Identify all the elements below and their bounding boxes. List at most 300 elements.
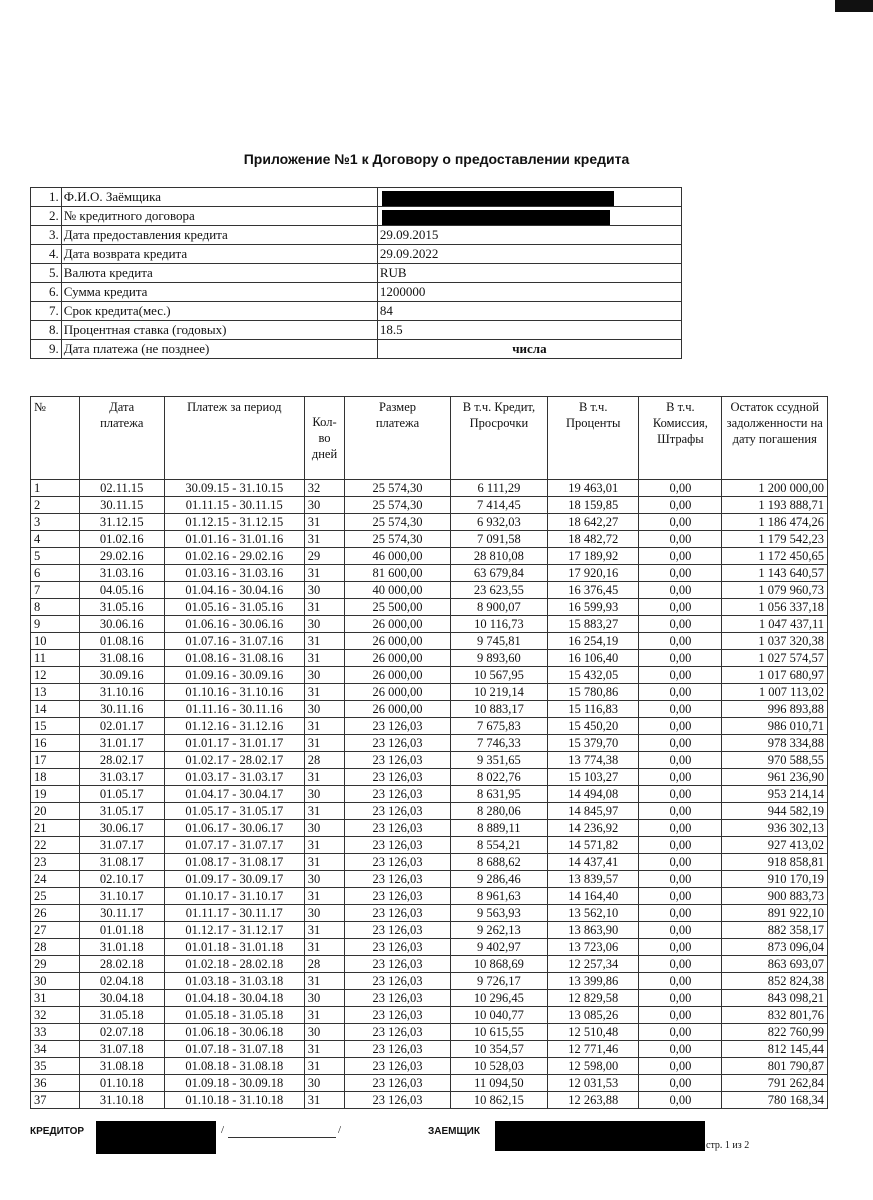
info-row-label: Дата платежа (не позднее) — [61, 340, 377, 359]
loan-info-table — [30, 187, 682, 359]
row-number: 16 — [31, 735, 80, 752]
payment-amount: 25 574,30 — [345, 497, 450, 514]
row-number: 4 — [31, 531, 80, 548]
schedule-row — [31, 1024, 828, 1041]
remaining-balance: 832 801,76 — [722, 1007, 828, 1024]
schedule-row — [31, 871, 828, 888]
payment-period: 01.07.16 - 31.07.16 — [164, 633, 304, 650]
commission-amount: 0,00 — [639, 939, 722, 956]
principal-amount: 8 022,76 — [450, 769, 547, 786]
commission-amount: 0,00 — [639, 820, 722, 837]
row-number: 32 — [31, 1007, 80, 1024]
payment-date: 01.10.18 — [79, 1075, 164, 1092]
payment-date: 02.04.18 — [79, 973, 164, 990]
commission-amount: 0,00 — [639, 548, 722, 565]
days-count: 30 — [304, 497, 345, 514]
remaining-balance: 863 693,07 — [722, 956, 828, 973]
interest-amount: 13 774,38 — [548, 752, 639, 769]
payment-amount: 25 574,30 — [345, 531, 450, 548]
row-number: 11 — [31, 650, 80, 667]
principal-amount: 11 094,50 — [450, 1075, 547, 1092]
interest-amount: 12 829,58 — [548, 990, 639, 1007]
days-count: 29 — [304, 548, 345, 565]
remaining-balance: 780 168,34 — [722, 1092, 828, 1109]
info-row-number: 8. — [31, 321, 62, 340]
commission-amount: 0,00 — [639, 735, 722, 752]
payment-date: 31.10.18 — [79, 1092, 164, 1109]
commission-amount: 0,00 — [639, 582, 722, 599]
principal-amount: 8 631,95 — [450, 786, 547, 803]
row-number: 8 — [31, 599, 80, 616]
remaining-balance: 812 145,44 — [722, 1041, 828, 1058]
payment-period: 01.06.18 - 30.06.18 — [164, 1024, 304, 1041]
interest-amount: 15 883,27 — [548, 616, 639, 633]
interest-amount: 12 771,46 — [548, 1041, 639, 1058]
payment-amount: 23 126,03 — [345, 718, 450, 735]
days-count: 30 — [304, 1075, 345, 1092]
redaction-box — [382, 191, 614, 206]
payment-date: 01.01.18 — [79, 922, 164, 939]
row-number: 35 — [31, 1058, 80, 1075]
commission-amount: 0,00 — [639, 769, 722, 786]
commission-amount: 0,00 — [639, 1007, 722, 1024]
payment-period: 01.03.16 - 31.03.16 — [164, 565, 304, 582]
schedule-header-row — [31, 397, 828, 480]
payment-amount: 23 126,03 — [345, 905, 450, 922]
payment-date: 31.03.16 — [79, 565, 164, 582]
commission-amount: 0,00 — [639, 871, 722, 888]
row-number: 33 — [31, 1024, 80, 1041]
principal-amount: 10 354,57 — [450, 1041, 547, 1058]
payment-amount: 23 126,03 — [345, 769, 450, 786]
commission-amount: 0,00 — [639, 837, 722, 854]
payment-period: 01.03.17 - 31.03.17 — [164, 769, 304, 786]
commission-amount: 0,00 — [639, 973, 722, 990]
days-count: 28 — [304, 956, 345, 973]
interest-amount: 16 106,40 — [548, 650, 639, 667]
payment-amount: 23 126,03 — [345, 735, 450, 752]
schedule-row — [31, 599, 828, 616]
schedule-row — [31, 888, 828, 905]
info-row — [31, 226, 682, 245]
commission-amount: 0,00 — [639, 616, 722, 633]
principal-amount: 9 726,17 — [450, 973, 547, 990]
info-row-value: 18.5 — [377, 321, 681, 340]
schedule-row — [31, 973, 828, 990]
info-row-value: 84 — [377, 302, 681, 321]
payment-period: 01.02.17 - 28.02.17 — [164, 752, 304, 769]
schedule-row — [31, 803, 828, 820]
borrower-label: ЗАЕМЩИК — [428, 1126, 480, 1137]
interest-amount: 15 379,70 — [548, 735, 639, 752]
interest-amount: 12 263,88 — [548, 1092, 639, 1109]
payment-period: 01.10.18 - 31.10.18 — [164, 1092, 304, 1109]
remaining-balance: 1 179 542,23 — [722, 531, 828, 548]
days-count: 30 — [304, 820, 345, 837]
info-row-number: 3. — [31, 226, 62, 245]
payment-period: 01.06.17 - 30.06.17 — [164, 820, 304, 837]
days-count: 31 — [304, 939, 345, 956]
scan-corner-mark — [835, 0, 873, 12]
row-number: 12 — [31, 667, 80, 684]
payment-amount: 23 126,03 — [345, 939, 450, 956]
remaining-balance: 986 010,71 — [722, 718, 828, 735]
payment-date: 02.01.17 — [79, 718, 164, 735]
payment-amount: 23 126,03 — [345, 1092, 450, 1109]
days-count: 31 — [304, 531, 345, 548]
interest-amount: 13 723,06 — [548, 939, 639, 956]
payment-period: 01.02.16 - 29.02.16 — [164, 548, 304, 565]
days-count: 31 — [304, 1092, 345, 1109]
remaining-balance: 953 214,14 — [722, 786, 828, 803]
remaining-balance: 801 790,87 — [722, 1058, 828, 1075]
principal-amount: 10 862,15 — [450, 1092, 547, 1109]
remaining-balance: 1 143 640,57 — [722, 565, 828, 582]
commission-amount: 0,00 — [639, 684, 722, 701]
schedule-row — [31, 735, 828, 752]
interest-amount: 14 494,08 — [548, 786, 639, 803]
remaining-balance: 936 302,13 — [722, 820, 828, 837]
schedule-row — [31, 1058, 828, 1075]
row-number: 15 — [31, 718, 80, 735]
commission-amount: 0,00 — [639, 803, 722, 820]
principal-amount: 9 262,13 — [450, 922, 547, 939]
payment-period: 01.01.16 - 31.01.16 — [164, 531, 304, 548]
remaining-balance: 1 079 960,73 — [722, 582, 828, 599]
payment-date: 04.05.16 — [79, 582, 164, 599]
row-number: 31 — [31, 990, 80, 1007]
interest-amount: 14 437,41 — [548, 854, 639, 871]
days-count: 32 — [304, 480, 345, 497]
schedule-row — [31, 650, 828, 667]
payment-amount: 25 574,30 — [345, 514, 450, 531]
principal-amount: 9 351,65 — [450, 752, 547, 769]
row-number: 5 — [31, 548, 80, 565]
principal-amount: 6 111,29 — [450, 480, 547, 497]
principal-amount: 10 868,69 — [450, 956, 547, 973]
schedule-row — [31, 820, 828, 837]
schedule-row — [31, 922, 828, 939]
remaining-balance: 918 858,81 — [722, 854, 828, 871]
info-row — [31, 340, 682, 359]
principal-amount: 10 528,03 — [450, 1058, 547, 1075]
row-number: 3 — [31, 514, 80, 531]
commission-amount: 0,00 — [639, 718, 722, 735]
payment-period: 01.09.17 - 30.09.17 — [164, 871, 304, 888]
payment-amount: 23 126,03 — [345, 854, 450, 871]
payment-date: 31.08.18 — [79, 1058, 164, 1075]
remaining-balance: 910 170,19 — [722, 871, 828, 888]
remaining-balance: 961 236,90 — [722, 769, 828, 786]
payment-date: 31.10.16 — [79, 684, 164, 701]
schedule-row — [31, 752, 828, 769]
row-number: 29 — [31, 956, 80, 973]
payment-date: 31.07.18 — [79, 1041, 164, 1058]
interest-amount: 18 642,27 — [548, 514, 639, 531]
payment-date: 01.08.16 — [79, 633, 164, 650]
info-row-value: RUB — [377, 264, 681, 283]
schedule-row — [31, 786, 828, 803]
payment-period: 01.01.17 - 31.01.17 — [164, 735, 304, 752]
payment-amount: 23 126,03 — [345, 1058, 450, 1075]
commission-amount: 0,00 — [639, 565, 722, 582]
remaining-balance: 1 047 437,11 — [722, 616, 828, 633]
schedule-row — [31, 1092, 828, 1109]
info-row-label: Сумма кредита — [61, 283, 377, 302]
commission-amount: 0,00 — [639, 854, 722, 871]
interest-amount: 16 254,19 — [548, 633, 639, 650]
principal-amount: 10 040,77 — [450, 1007, 547, 1024]
interest-amount: 13 839,57 — [548, 871, 639, 888]
info-row — [31, 245, 682, 264]
days-count: 28 — [304, 752, 345, 769]
days-count: 31 — [304, 565, 345, 582]
schedule-row — [31, 1007, 828, 1024]
remaining-balance: 852 824,38 — [722, 973, 828, 990]
payment-period: 01.07.17 - 31.07.17 — [164, 837, 304, 854]
header-date: Дата платежа — [79, 397, 164, 480]
info-row — [31, 188, 682, 207]
info-row-number: 7. — [31, 302, 62, 321]
row-number: 7 — [31, 582, 80, 599]
payment-period: 01.04.16 - 30.04.16 — [164, 582, 304, 599]
payment-period: 01.12.15 - 31.12.15 — [164, 514, 304, 531]
info-row-number: 1. — [31, 188, 62, 207]
payment-period: 30.09.15 - 31.10.15 — [164, 480, 304, 497]
interest-amount: 14 236,92 — [548, 820, 639, 837]
principal-amount: 9 893,60 — [450, 650, 547, 667]
page-number: стр. 1 из 2 — [706, 1140, 750, 1151]
commission-amount: 0,00 — [639, 599, 722, 616]
schedule-row — [31, 684, 828, 701]
principal-amount: 10 116,73 — [450, 616, 547, 633]
commission-amount: 0,00 — [639, 497, 722, 514]
interest-amount: 17 920,16 — [548, 565, 639, 582]
schedule-row — [31, 939, 828, 956]
payment-period: 01.04.17 - 30.04.17 — [164, 786, 304, 803]
row-number: 20 — [31, 803, 80, 820]
schedule-row — [31, 905, 828, 922]
principal-amount: 9 286,46 — [450, 871, 547, 888]
payment-amount: 81 600,00 — [345, 565, 450, 582]
info-row — [31, 283, 682, 302]
info-row-value — [377, 207, 681, 226]
payment-period: 01.05.18 - 31.05.18 — [164, 1007, 304, 1024]
days-count: 31 — [304, 888, 345, 905]
payment-date: 30.11.15 — [79, 497, 164, 514]
commission-amount: 0,00 — [639, 1075, 722, 1092]
header-payment: Размер платежа — [345, 397, 450, 480]
info-row-label: № кредитного договора — [61, 207, 377, 226]
header-period: Платеж за период — [164, 397, 304, 480]
payment-date: 31.01.18 — [79, 939, 164, 956]
commission-amount: 0,00 — [639, 990, 722, 1007]
payment-amount: 25 574,30 — [345, 480, 450, 497]
remaining-balance: 791 262,84 — [722, 1075, 828, 1092]
payment-amount: 23 126,03 — [345, 1007, 450, 1024]
payment-date: 31.08.16 — [79, 650, 164, 667]
payment-date: 29.02.16 — [79, 548, 164, 565]
remaining-balance: 900 883,73 — [722, 888, 828, 905]
remaining-balance: 944 582,19 — [722, 803, 828, 820]
principal-amount: 23 623,55 — [450, 582, 547, 599]
payment-date: 30.11.16 — [79, 701, 164, 718]
info-row-number: 6. — [31, 283, 62, 302]
row-number: 13 — [31, 684, 80, 701]
commission-amount: 0,00 — [639, 922, 722, 939]
days-count: 31 — [304, 922, 345, 939]
payment-amount: 26 000,00 — [345, 701, 450, 718]
schedule-row — [31, 616, 828, 633]
interest-amount: 13 863,90 — [548, 922, 639, 939]
payment-period: 01.08.17 - 31.08.17 — [164, 854, 304, 871]
payment-amount: 26 000,00 — [345, 667, 450, 684]
interest-amount: 16 599,93 — [548, 599, 639, 616]
commission-amount: 0,00 — [639, 531, 722, 548]
days-count: 31 — [304, 1058, 345, 1075]
header-days: Кол-во дней — [304, 397, 345, 480]
interest-amount: 19 463,01 — [548, 480, 639, 497]
commission-amount: 0,00 — [639, 752, 722, 769]
remaining-balance: 996 893,88 — [722, 701, 828, 718]
info-row-value — [377, 188, 681, 207]
principal-amount: 10 567,95 — [450, 667, 547, 684]
header-interest: В т.ч. Проценты — [548, 397, 639, 480]
interest-amount: 15 450,20 — [548, 718, 639, 735]
days-count: 30 — [304, 616, 345, 633]
info-row-number: 9. — [31, 340, 62, 359]
principal-amount: 28 810,08 — [450, 548, 547, 565]
days-count: 31 — [304, 1041, 345, 1058]
info-row-label: Валюта кредита — [61, 264, 377, 283]
interest-amount: 12 598,00 — [548, 1058, 639, 1075]
payment-amount: 23 126,03 — [345, 820, 450, 837]
payment-date: 31.05.17 — [79, 803, 164, 820]
principal-amount: 8 554,21 — [450, 837, 547, 854]
commission-amount: 0,00 — [639, 633, 722, 650]
interest-amount: 13 085,26 — [548, 1007, 639, 1024]
days-count: 30 — [304, 582, 345, 599]
payment-date: 30.09.16 — [79, 667, 164, 684]
payment-amount: 26 000,00 — [345, 684, 450, 701]
payment-date: 30.04.18 — [79, 990, 164, 1007]
payment-date: 28.02.18 — [79, 956, 164, 973]
payment-period: 01.11.16 - 30.11.16 — [164, 701, 304, 718]
remaining-balance: 970 588,55 — [722, 752, 828, 769]
interest-amount: 14 571,82 — [548, 837, 639, 854]
creditor-label: КРЕДИТОР — [30, 1126, 85, 1137]
payment-amount: 23 126,03 — [345, 1024, 450, 1041]
commission-amount: 0,00 — [639, 650, 722, 667]
payment-amount: 26 000,00 — [345, 650, 450, 667]
principal-amount: 6 932,03 — [450, 514, 547, 531]
interest-amount: 15 432,05 — [548, 667, 639, 684]
principal-amount: 10 296,45 — [450, 990, 547, 1007]
principal-amount: 10 615,55 — [450, 1024, 547, 1041]
info-row-number: 5. — [31, 264, 62, 283]
row-number: 1 — [31, 480, 80, 497]
info-row — [31, 302, 682, 321]
payment-date: 30.06.17 — [79, 820, 164, 837]
days-count: 31 — [304, 837, 345, 854]
commission-amount: 0,00 — [639, 956, 722, 973]
row-number: 28 — [31, 939, 80, 956]
days-count: 30 — [304, 701, 345, 718]
payment-date: 31.03.17 — [79, 769, 164, 786]
payment-period: 01.04.18 - 30.04.18 — [164, 990, 304, 1007]
row-number: 26 — [31, 905, 80, 922]
days-count: 31 — [304, 769, 345, 786]
days-count: 31 — [304, 684, 345, 701]
page-title: Приложение №1 к Договору о предоставлении кредита — [243, 151, 630, 167]
row-number: 19 — [31, 786, 80, 803]
days-count: 31 — [304, 718, 345, 735]
info-row-label: Процентная ставка (годовых) — [61, 321, 377, 340]
header-commission: В т.ч. Комиссия, Штрафы — [639, 397, 722, 480]
row-number: 9 — [31, 616, 80, 633]
row-number: 6 — [31, 565, 80, 582]
remaining-balance: 1 193 888,71 — [722, 497, 828, 514]
principal-amount: 8 688,62 — [450, 854, 547, 871]
schedule-row — [31, 956, 828, 973]
row-number: 14 — [31, 701, 80, 718]
row-number: 23 — [31, 854, 80, 871]
header-principal: В т.ч. Кредит, Просрочки — [450, 397, 547, 480]
principal-amount: 9 745,81 — [450, 633, 547, 650]
row-number: 34 — [31, 1041, 80, 1058]
payment-date: 28.02.17 — [79, 752, 164, 769]
payment-period: 01.03.18 - 31.03.18 — [164, 973, 304, 990]
days-count: 31 — [304, 973, 345, 990]
principal-amount: 7 091,58 — [450, 531, 547, 548]
payment-date: 01.02.16 — [79, 531, 164, 548]
remaining-balance: 978 334,88 — [722, 735, 828, 752]
row-number: 18 — [31, 769, 80, 786]
schedule-row — [31, 480, 828, 497]
interest-amount: 13 399,86 — [548, 973, 639, 990]
info-row-label: Дата предоставления кредита — [61, 226, 377, 245]
days-count: 31 — [304, 650, 345, 667]
info-row-label: Срок кредита(мес.) — [61, 302, 377, 321]
creditor-signature-line — [228, 1137, 336, 1138]
interest-amount: 14 845,97 — [548, 803, 639, 820]
commission-amount: 0,00 — [639, 1024, 722, 1041]
payment-period: 01.08.16 - 31.08.16 — [164, 650, 304, 667]
principal-amount: 7 414,45 — [450, 497, 547, 514]
principal-amount: 8 280,06 — [450, 803, 547, 820]
payment-date: 31.07.17 — [79, 837, 164, 854]
remaining-balance: 1 027 574,57 — [722, 650, 828, 667]
payment-period: 01.11.17 - 30.11.17 — [164, 905, 304, 922]
payment-amount: 26 000,00 — [345, 633, 450, 650]
days-count: 30 — [304, 786, 345, 803]
row-number: 27 — [31, 922, 80, 939]
days-count: 31 — [304, 735, 345, 752]
payment-amount: 23 126,03 — [345, 888, 450, 905]
days-count: 31 — [304, 854, 345, 871]
remaining-balance: 882 358,17 — [722, 922, 828, 939]
days-count: 31 — [304, 514, 345, 531]
interest-amount: 16 376,45 — [548, 582, 639, 599]
payment-amount: 23 126,03 — [345, 973, 450, 990]
row-number: 2 — [31, 497, 80, 514]
payment-date: 02.07.18 — [79, 1024, 164, 1041]
remaining-balance: 1 007 113,02 — [722, 684, 828, 701]
principal-amount: 63 679,84 — [450, 565, 547, 582]
info-row-value: 29.09.2015 — [377, 226, 681, 245]
payment-date: 01.05.17 — [79, 786, 164, 803]
days-count: 30 — [304, 871, 345, 888]
